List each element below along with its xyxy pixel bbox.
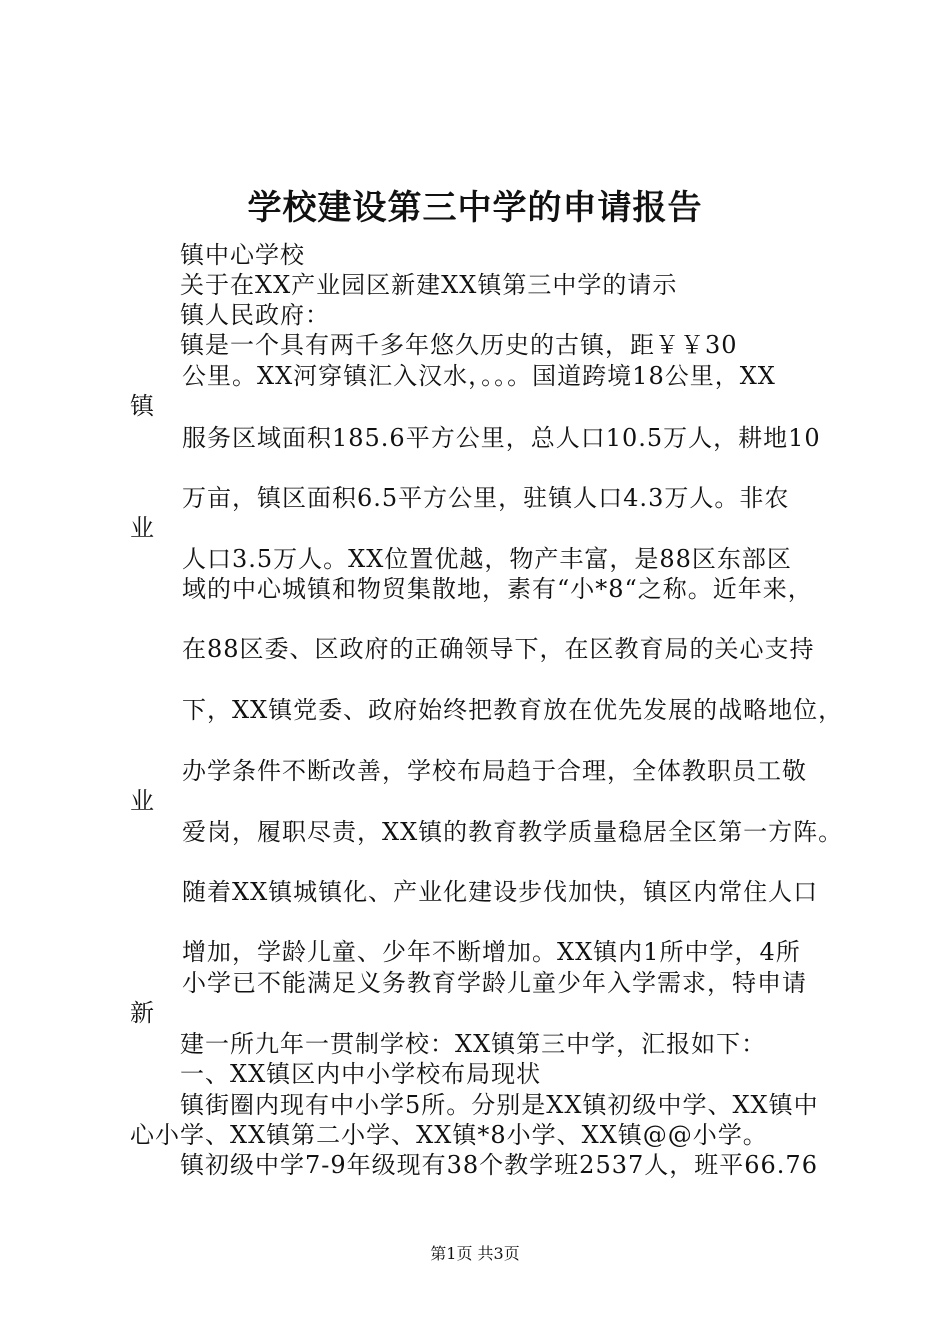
text-line: 业 [130,787,155,815]
text-line: 服务区域面积185.6平方公里，总人口10.5万人，耕地10 [182,424,821,452]
text-line: 关于在XX产业园区新建XX镇第三中学的请示 [180,271,678,299]
text-line: 建一所九年一贯制学校：XX镇第三中学，汇报如下： [180,1030,767,1058]
text-line: 人口3.5万人。XX位置优越，物产丰富，是88区东部区 [182,545,792,573]
document-title: 学校建设第三中学的申请报告 [247,188,703,228]
text-line: 增加，学龄儿童、少年不断增加。XX镇内1所中学，4所 [182,938,801,966]
text-line: 在88区委、区政府的正确领导下，在区教育局的关心支持 [182,635,815,663]
page-number: 第1页 共3页 [430,1244,520,1263]
text-line: 一、XX镇区内中小学校布局现状 [180,1060,542,1088]
text-line: 镇初级中学7-9年级现有38个教学班2537人，班平66.76 [180,1151,818,1179]
text-line: 随着XX镇城镇化、产业化建设步伐加快，镇区内常住人口 [182,878,819,906]
text-line: 心小学、XX镇第二小学、XX镇*8小学、XX镇@@小学。 [130,1121,768,1149]
text-line: 办学条件不断改善，学校布局趋于合理，全体教职员工敬 [182,757,807,785]
text-line: 公里。XX河穿镇汇入汉水，。。。国道跨境18公里，XX [182,362,776,390]
text-line: 业 [130,514,155,542]
text-line: 镇中心学校 [180,241,305,269]
text-line: 新 [130,999,155,1027]
text-line: 下，XX镇党委、政府始终把教育放在优先发展的战略地位， [182,696,844,724]
text-line: 镇街圈内现有中小学5所。分别是XX镇初级中学、XX镇中 [180,1091,819,1119]
text-line: 小学已不能满足义务教育学龄儿童少年入学需求，特申请 [182,969,807,997]
text-line: 爱岗，履职尽责，XX镇的教育教学质量稳居全区第一方阵。 [182,818,844,846]
text-line: 万亩，镇区面积6.5平方公里，驻镇人口4.3万人。非农 [182,484,790,512]
text-line: 镇 [130,392,155,420]
text-line: 镇是一个具有两千多年悠久历史的古镇，距￥￥30 [180,331,738,359]
text-line: 镇人民政府： [180,301,330,329]
text-line: 域的中心城镇和物贸集散地，素有“小*8“之称。近年来， [182,575,813,603]
